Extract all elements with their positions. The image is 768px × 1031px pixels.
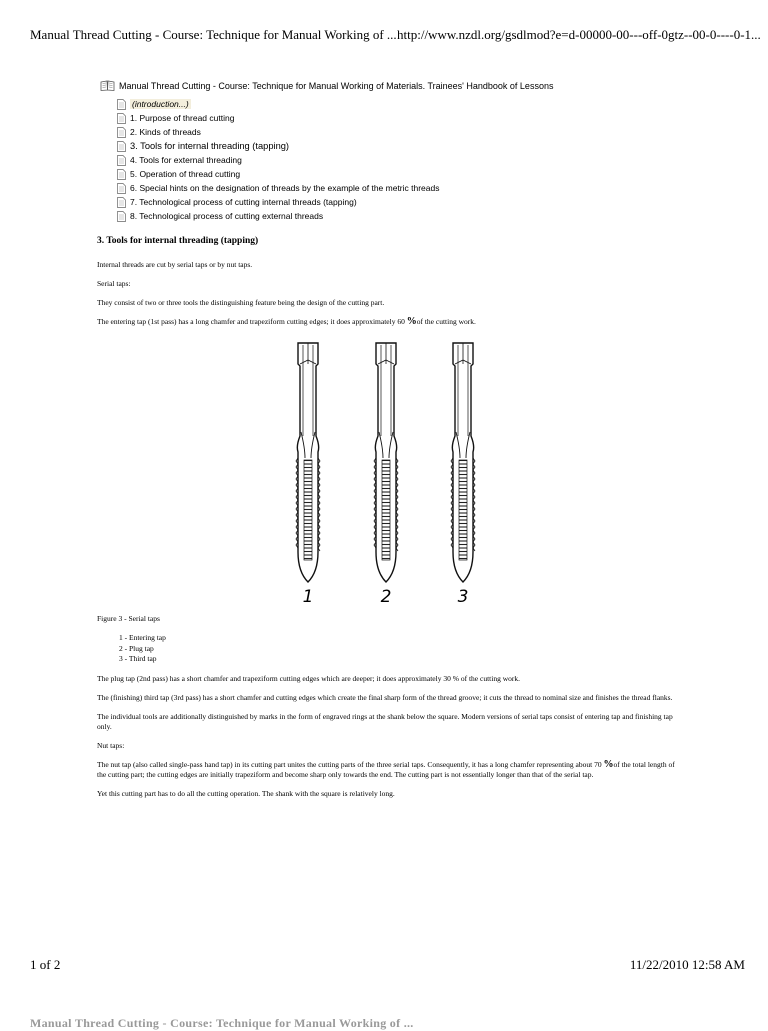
legend-item: 2 - Plug tap [119, 643, 154, 653]
paragraph-text: The nut tap (also called single-pass hand tap) in its cutting part unites the cutting parts of the three serial taps. Consequently, it has a long chamfer representing about 70 [97, 760, 604, 769]
document-icon[interactable] [117, 127, 126, 138]
paragraph: The (finishing) third tap (3rd pass) has a short chamfer and cutting edges which create the final sharp form of the thread groove; it cuts the thread to nominal size and finishes the thread flanks. [97, 693, 673, 702]
figure-label-2: 2 [380, 587, 392, 607]
toc-item-external-threading[interactable] [117, 153, 440, 167]
open-book-icon[interactable] [100, 80, 115, 91]
third-tap-drawing [451, 343, 475, 582]
toc-item-process-external[interactable] [117, 209, 440, 223]
toc-item-label[interactable]: 2. Kinds of threads [130, 127, 201, 137]
article-body [97, 236, 677, 336]
paragraph: Nut taps: [97, 741, 125, 750]
paragraph: The plug tap (2nd pass) has a short chamfer and trapeziform cutting edges which are deeper; it does approximately 30 % of the cutting work. [97, 674, 520, 683]
toc-item-label[interactable]: 5. Operation of thread cutting [130, 169, 241, 179]
paragraph: The individual tools are additionally distinguished by marks in the form of engraved rings at the shank below the square. Modern versions of serial taps consist of entering tap and finishing tap only. [97, 712, 673, 731]
legend-item: 3 - Third tap [119, 654, 157, 663]
toc-item-label[interactable]: 3. Tools for internal threading (tapping) [130, 141, 290, 151]
print-datetime: 11/22/2010 12:58 AM [629, 957, 745, 972]
toc-item-label[interactable]: 7. Technological process of cutting internal threads (tapping) [130, 197, 357, 207]
paragraph-text: of the cutting work. [416, 317, 476, 326]
percent-sign: % [406, 316, 417, 327]
document-icon[interactable] [117, 183, 126, 194]
percent-sign: % [603, 759, 614, 770]
plug-tap-drawing [374, 343, 398, 582]
toc-item-label[interactable]: 4. Tools for external threading [130, 155, 242, 165]
entering-tap-drawing [296, 343, 320, 582]
document-icon[interactable] [117, 141, 126, 152]
paragraph-text: of the total length of the cutting part; the cutting edges are initially trapeziform and become sharp only towards the end. The cutting part is not essentially longer than that of the serial tap. [97, 760, 675, 779]
toc-book-title-row[interactable] [100, 80, 553, 91]
paragraph [97, 760, 679, 780]
next-page-header-fragment: Manual Thread Cutting - Course: Technique for Manual Working of ... [30, 1016, 414, 1030]
toc-item-purpose[interactable] [117, 111, 440, 125]
paragraph-text: The entering tap (1st pass) has a long chamfer and trapeziform cutting edges; it does approximately 60 [97, 317, 407, 326]
document-icon[interactable] [117, 169, 126, 180]
toc-item-label[interactable]: (introduction...) [132, 99, 189, 109]
toc-item-label[interactable]: 8. Technological process of cutting external threads [130, 211, 324, 221]
section-heading: 3. Tools for internal threading (tapping) [97, 236, 259, 246]
figure-legend [119, 633, 166, 665]
article-body-continued [97, 674, 679, 808]
page-number: 1 of 2 [30, 957, 61, 972]
document-icon[interactable] [117, 99, 126, 110]
figure-label-1: 1 [302, 587, 314, 607]
toc-item-introduction[interactable] [117, 97, 440, 111]
figure-label-3: 3 [457, 587, 469, 607]
document-icon[interactable] [117, 113, 126, 124]
toc-item-operation[interactable] [117, 167, 440, 181]
paragraph: Internal threads are cut by serial taps or by nut taps. [97, 260, 253, 269]
toc-item-special-hints[interactable] [117, 181, 440, 195]
document-icon[interactable] [117, 155, 126, 166]
paragraph: Serial taps: [97, 279, 131, 288]
toc-item-label[interactable]: 1. Purpose of thread cutting [130, 113, 235, 123]
paragraph: They consist of two or three tools the distinguishing feature being the design of the cutting part. [97, 298, 385, 307]
document-icon[interactable] [117, 197, 126, 208]
legend-item: 1 - Entering tap [119, 633, 166, 642]
paragraph: Yet this cutting part has to do all the cutting operation. The shank with the square is relatively long. [97, 789, 395, 798]
toc-book-title[interactable]: Manual Thread Cutting - Course: Technique for Manual Working of Materials. Trainees' Handbook of Lessons [119, 80, 554, 91]
toc-item-internal-threading[interactable] [117, 139, 440, 153]
browser-page-url[interactable]: http://www.nzdl.org/gsdlmod?e=d-00000-00---off-0gtz--00-0----0-1... [397, 27, 761, 42]
paragraph [97, 317, 677, 327]
toc-item-label[interactable]: 6. Special hints on the designation of threads by the example of the metric threads [130, 183, 440, 193]
table-of-contents [117, 97, 440, 223]
serial-taps-figure [290, 340, 480, 610]
toc-item-process-internal[interactable] [117, 195, 440, 209]
browser-page-title: Manual Thread Cutting - Course: Technique for Manual Working of ... [30, 27, 397, 42]
document-icon[interactable] [117, 211, 126, 222]
figure-caption: Figure 3 - Serial taps [97, 614, 160, 623]
toc-item-kinds[interactable] [117, 125, 440, 139]
